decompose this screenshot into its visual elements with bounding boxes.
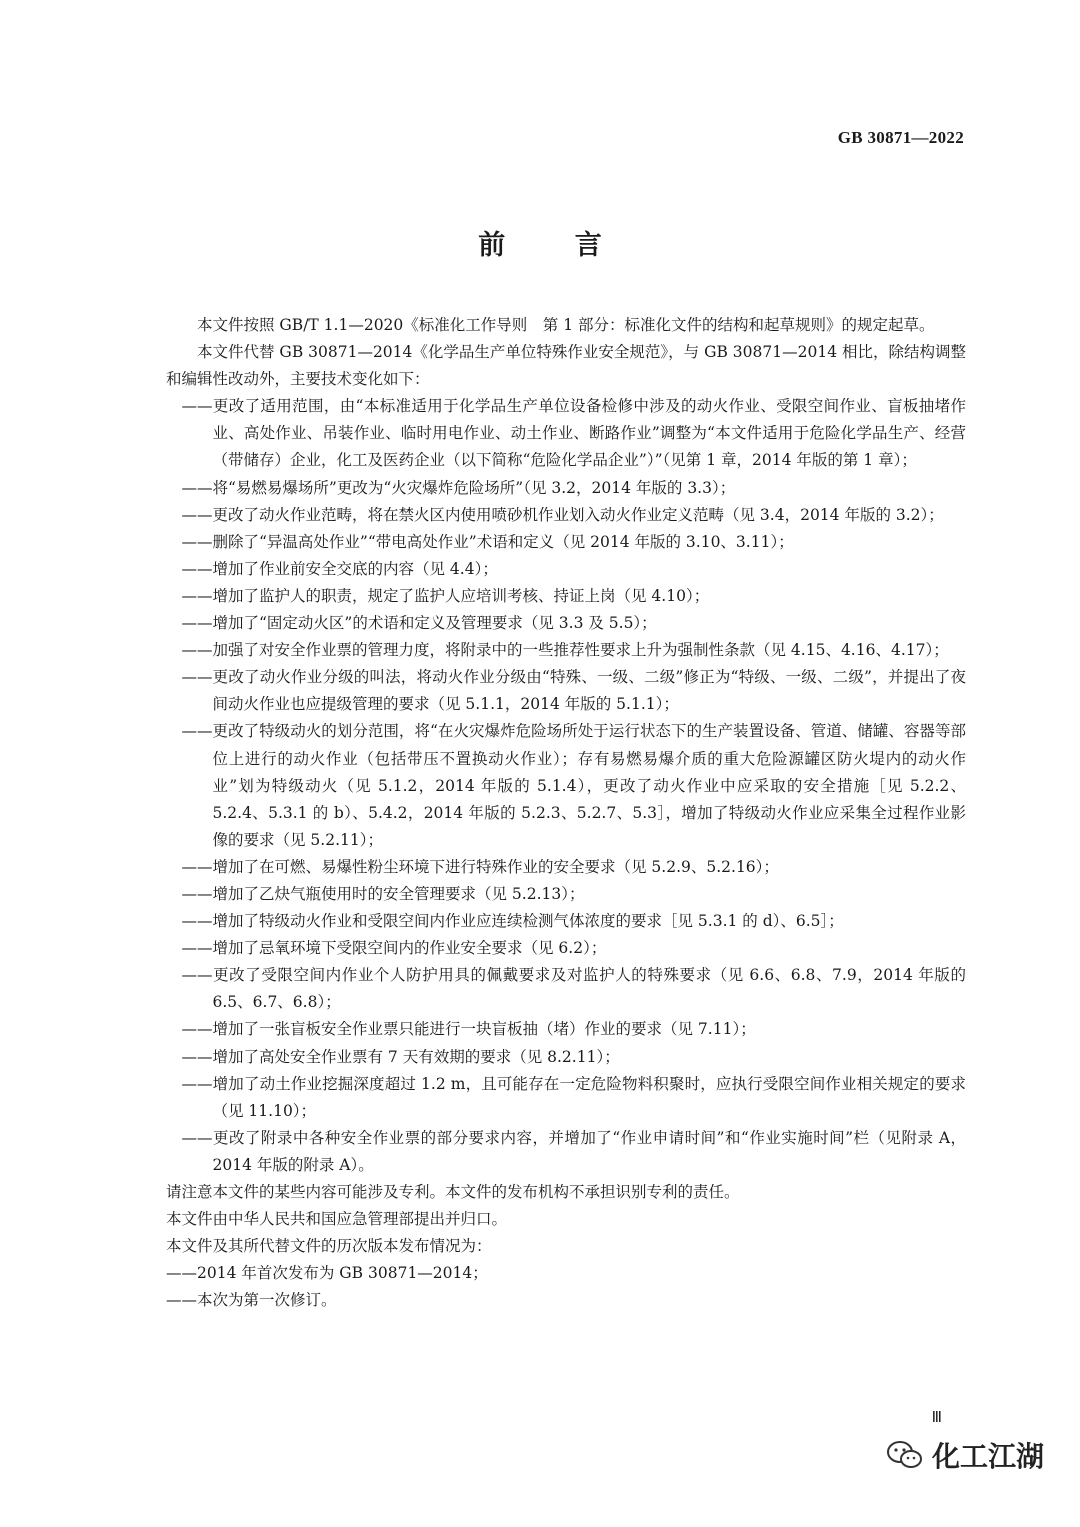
change-item: ——更改了动火作业分级的叫法，将动火作业分级由“特殊、一级、二级”修正为“特级、一级、二级”，并提出了夜间动火作业也应提级管理的要求（见 5.1.1，2014 年版的 5.1.1）； xyxy=(181,668,966,714)
change-item: ——增加了高处安全作业票有 7 天有效期的要求（见 8.2.11）； xyxy=(181,1047,620,1066)
proposer-statement: 本文件由中华人民共和国应急管理部提出并归口。 xyxy=(166,1210,508,1229)
standard-number: GB 30871—2022 xyxy=(837,128,964,147)
change-item: ——将“易燃易爆场所”更改为“火灾爆炸危险场所”（见 3.2，2014 年版的 3.3）； xyxy=(181,478,736,497)
change-item: ——更改了特级动火的划分范围，将“在火灾爆炸危险场所处于运行状态下的生产装置设备、管道、储罐、容器等部位上进行的动火作业（包括带压不置换动火作业）；存有易燃易爆介质的重大危险源罐区防火堤内的动火作业”划为特级动火（见 5.1.2，2014 年版的 5.1.4），更改了动火作业中应采取的安全措施［见 5.2.2、5.2.4、5.3.1 的 b）、5.4.2，2014 年版的 5.2.3、5.2.7、5.3］，增加了特级动火作业应采集全过程作业影像的要求（见 5.2.11）； xyxy=(181,722,966,849)
change-item: ——增加了在可燃、易爆性粉尘环境下进行特殊作业的安全要求（见 5.2.9、5.2.16）； xyxy=(181,857,779,876)
changes-list xyxy=(166,393,966,1179)
change-item: ——更改了适用范围，由“本标准适用于化学品生产单位设备检修中涉及的动火作业、受限空间作业、盲板抽堵作业、高处作业、吊装作业、临时用电作业、动土作业、断路作业”调整为“本文件适用于危险化学品生产、经营（带储存）企业，化工及医药企业（以下简称“危险化学品企业”）”（见第 1 章，2014 年版的第 1 章）； xyxy=(181,397,966,470)
history-item: ——本次为第一次修订。 xyxy=(166,1291,337,1310)
change-item: ——加强了对安全作业票的管理力度，将附录中的一些推荐性要求上升为强制性条款（见 4.15、4.16、4.17）； xyxy=(181,641,949,660)
change-item: ——增加了动土作业挖掘深度超过 1.2 m，且可能存在一定危险物料积聚时，应执行受限空间作业相关规定的要求（见 11.10）； xyxy=(181,1074,966,1120)
brand-watermark xyxy=(886,1435,1044,1475)
change-item: ——增加了“固定动火区”的术语和定义及管理要求（见 3.3 及 5.5）； xyxy=(181,614,657,633)
brand-name: 化工江湖 xyxy=(931,1440,1044,1473)
history-intro: 本文件及其所代替文件的历次版本发布情况为： xyxy=(166,1237,492,1256)
intro-paragraph-2: 本文件代替 GB 30871—2014《化学品生产单位特殊作业安全规范》，与 GB 30871—2014 相比，除结构调整和编辑性改动外，主要技术变化如下： xyxy=(166,343,966,389)
change-item: ——增加了忌氧环境下受限空间内的作业安全要求（见 6.2）； xyxy=(181,939,607,958)
change-item: ——更改了动火作业范畴，将在禁火区内使用喷砂机作业划入动火作业定义范畴（见 3.4，2014 年版的 3.2）； xyxy=(181,505,944,524)
change-item: ——增加了作业前安全交底的内容（见 4.4）； xyxy=(181,559,498,578)
history-list xyxy=(166,1260,966,1314)
page-number: Ⅲ xyxy=(931,1410,942,1426)
history-item: ——2014 年首次发布为 GB 30871—2014； xyxy=(166,1264,488,1283)
change-item: ——更改了受限空间内作业个人防护用具的佩戴要求及对监护人的特殊要求（见 6.6、6.8、7.9，2014 年版的 6.5、6.7、6.8）； xyxy=(181,966,966,1012)
document-body xyxy=(166,312,966,1314)
patent-notice: 请注意本文件的某些内容可能涉及专利。本文件的发布机构不承担识别专利的责任。 xyxy=(166,1183,740,1201)
wechat-icon xyxy=(886,1439,924,1471)
page-title: 前 言 xyxy=(478,230,632,261)
change-item: ——更改了附录中各种安全作业票的部分要求内容，并增加了“作业申请时间”和“作业实施时间”栏（见附录 A，2014 年版的附录 A）。 xyxy=(181,1128,966,1174)
change-item: ——增加了特级动火作业和受限空间内作业应连续检测气体浓度的要求［见 5.3.1 的 d）、6.5］； xyxy=(181,912,844,931)
change-item: ——增加了乙炔气瓶使用时的安全管理要求（见 5.2.13）； xyxy=(181,884,585,903)
change-item: ——增加了监护人的职责，规定了监护人应培训考核、持证上岗（见 4.10）； xyxy=(181,586,710,605)
intro-paragraph-1: 本文件按照 GB/T 1.1—2020《标准化工作导则 第 1 部分：标准化文件的结构和起草规则》的规定起草。 xyxy=(197,316,935,334)
change-item: ——删除了“异温高处作业”“带电高处作业”术语和定义（见 2014 年版的 3.10、3.11）； xyxy=(181,532,794,551)
change-item: ——增加了一张盲板安全作业票只能进行一块盲板抽（堵）作业的要求（见 7.11）； xyxy=(181,1020,756,1039)
